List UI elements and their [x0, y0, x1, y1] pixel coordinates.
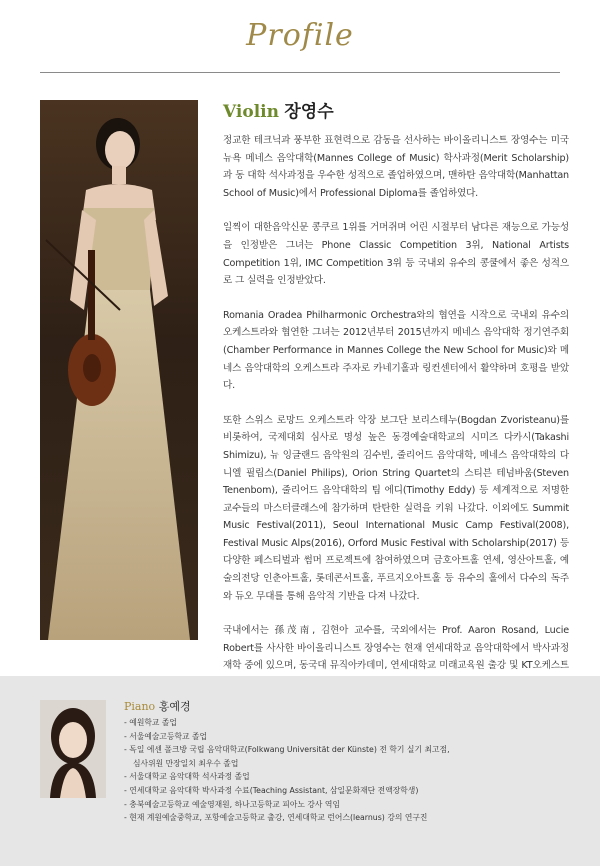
- piano-heading: [124, 698, 191, 714]
- bio-paragraph: 일찍이 대한음악신문 콩쿠르 1위를 거머쥐며 어린 시절부터 남다른 재능으로 가능성을 인정받은 그녀는 Phone Classic Competition 3위, National Artists Competition 1위, IMC Competition 3위 등 국내외 유수의 콩쿨에서 좋은 성적으로 그 실력을 인정받았다.: [223, 222, 569, 287]
- pianist-name: 홍예경: [158, 700, 191, 713]
- list-item: - 서울예술고등학교 졸업: [124, 731, 208, 741]
- violinist-bio: [223, 132, 569, 710]
- bio-paragraph: 또한 스위스 로망드 오케스트라 악장 보그단 보리스테누(Bogdan Zvoristeanu)를 비롯하여, 국제대회 심사로 명성 높은 동경예술대학교의 시미즈 다카시(Takashi Shimizu), 뉴 잉글랜드 음악원의 김수빈, 줄리어드 음악대학, 메네스 음악대학의 다니엘 필립스(Daniel Philips), Orion String Quartet의 스티븐 테넘바움(Steven Tenenbom), 줄리어드 음악대학의 팀 에디(Timothy Eddy) 등 세계적으로 저명한 교수들의 마스터클래스에 참가하며 탄탄한 실력을 키워 나갔다. 이외에도 Summit Music Festival(2011), Seoul International Music Camp Festival(2008), Festival Music Alps(2016), Orford Music Festival with Scholarship(2017) 등 다양한 페스티벌과 썸머 프로젝트에 참여하였으며 금호아트홀 연세, 영산아트홀, 예술의전당 인춘아트홀, 롯데콘서트홀, 푸르지오아트홀 등 유수의 홀에서 다수의 독주와 듀오 무대를 통해 음악적 기반을 다져 나갔다.: [223, 414, 569, 602]
- list-item: - 충북예술고등학교 예술영재원, 하나고등학교 피아노 강사 역임: [124, 799, 340, 809]
- pianist-photo: [40, 700, 106, 798]
- list-item: - 연세대학교 음악대학 박사과정 수료(Teaching Assistant, 삼일문화재단 전액장학생): [124, 785, 419, 795]
- list-item: - 독일 에센 폴크방 국립 음악대학교(Folkwang Universität der Künste) 전 학기 실기 최고점,: [124, 745, 450, 755]
- bio-paragraph: Romania Oradea Philharmonic Orchestra와의 협연을 시작으로 국내외 유수의 오케스트라와 협연한 그녀는 2012년부터 2015년까지 메네스 음악대학 정기연주회(Chamber Performance in Mannes College the New School for Music)와 메네스 음악대학의 오케스트라 주자로 카네기홀과 링컨센터에서 활약하며 호평을 받았다.: [223, 309, 569, 392]
- list-item: 심사위원 만장일치 최우수 졸업: [133, 758, 239, 768]
- list-item: - 서울대학교 음악대학 석사과정 졸업: [124, 772, 250, 782]
- violin-label: Violin: [223, 102, 279, 122]
- header-divider: [40, 72, 560, 73]
- bio-paragraph: 정교한 테크닉과 풍부한 표현력으로 감동을 선사하는 바이올리니스트 장영수는 미국 뉴욕 메네스 음악대학(Mannes College of Music) 학사과정(Merit Scholarship)과 동 대학 석사과정을 우수한 성적으로 졸업하였으며, 맨하탄 음악대학(Manhattan School of Music)에서 Professional Diploma를 졸업하였다.: [223, 135, 569, 199]
- pianist-credentials: [124, 716, 584, 825]
- list-item: - 예원학교 졸업: [124, 718, 177, 727]
- bio-paragraph: 국내에서는 孫茂南, 김현아 교수를, 국외에서는 Prof. Aaron Rosand, Lucie Robert를 사사한 바이올리니스트 장영수는 현재 연세대학교 음악대학에서 박사과정 재학 중에 있으며, 동국대 뮤직아카데미, 연세대학교 미래교육원 출강 및 KT오케스트: [223, 625, 569, 672]
- page-title: Profile: [246, 18, 354, 53]
- violinist-name: 장영수: [284, 102, 334, 122]
- violin-heading: [223, 97, 334, 122]
- violinist-photo: [40, 100, 198, 640]
- list-item: - 현재 계원예술중학교, 포항예술고등학교 출강, 연세대학교 런어스(learnus) 강의 연구진: [124, 813, 428, 823]
- piano-label: Piano: [124, 700, 156, 713]
